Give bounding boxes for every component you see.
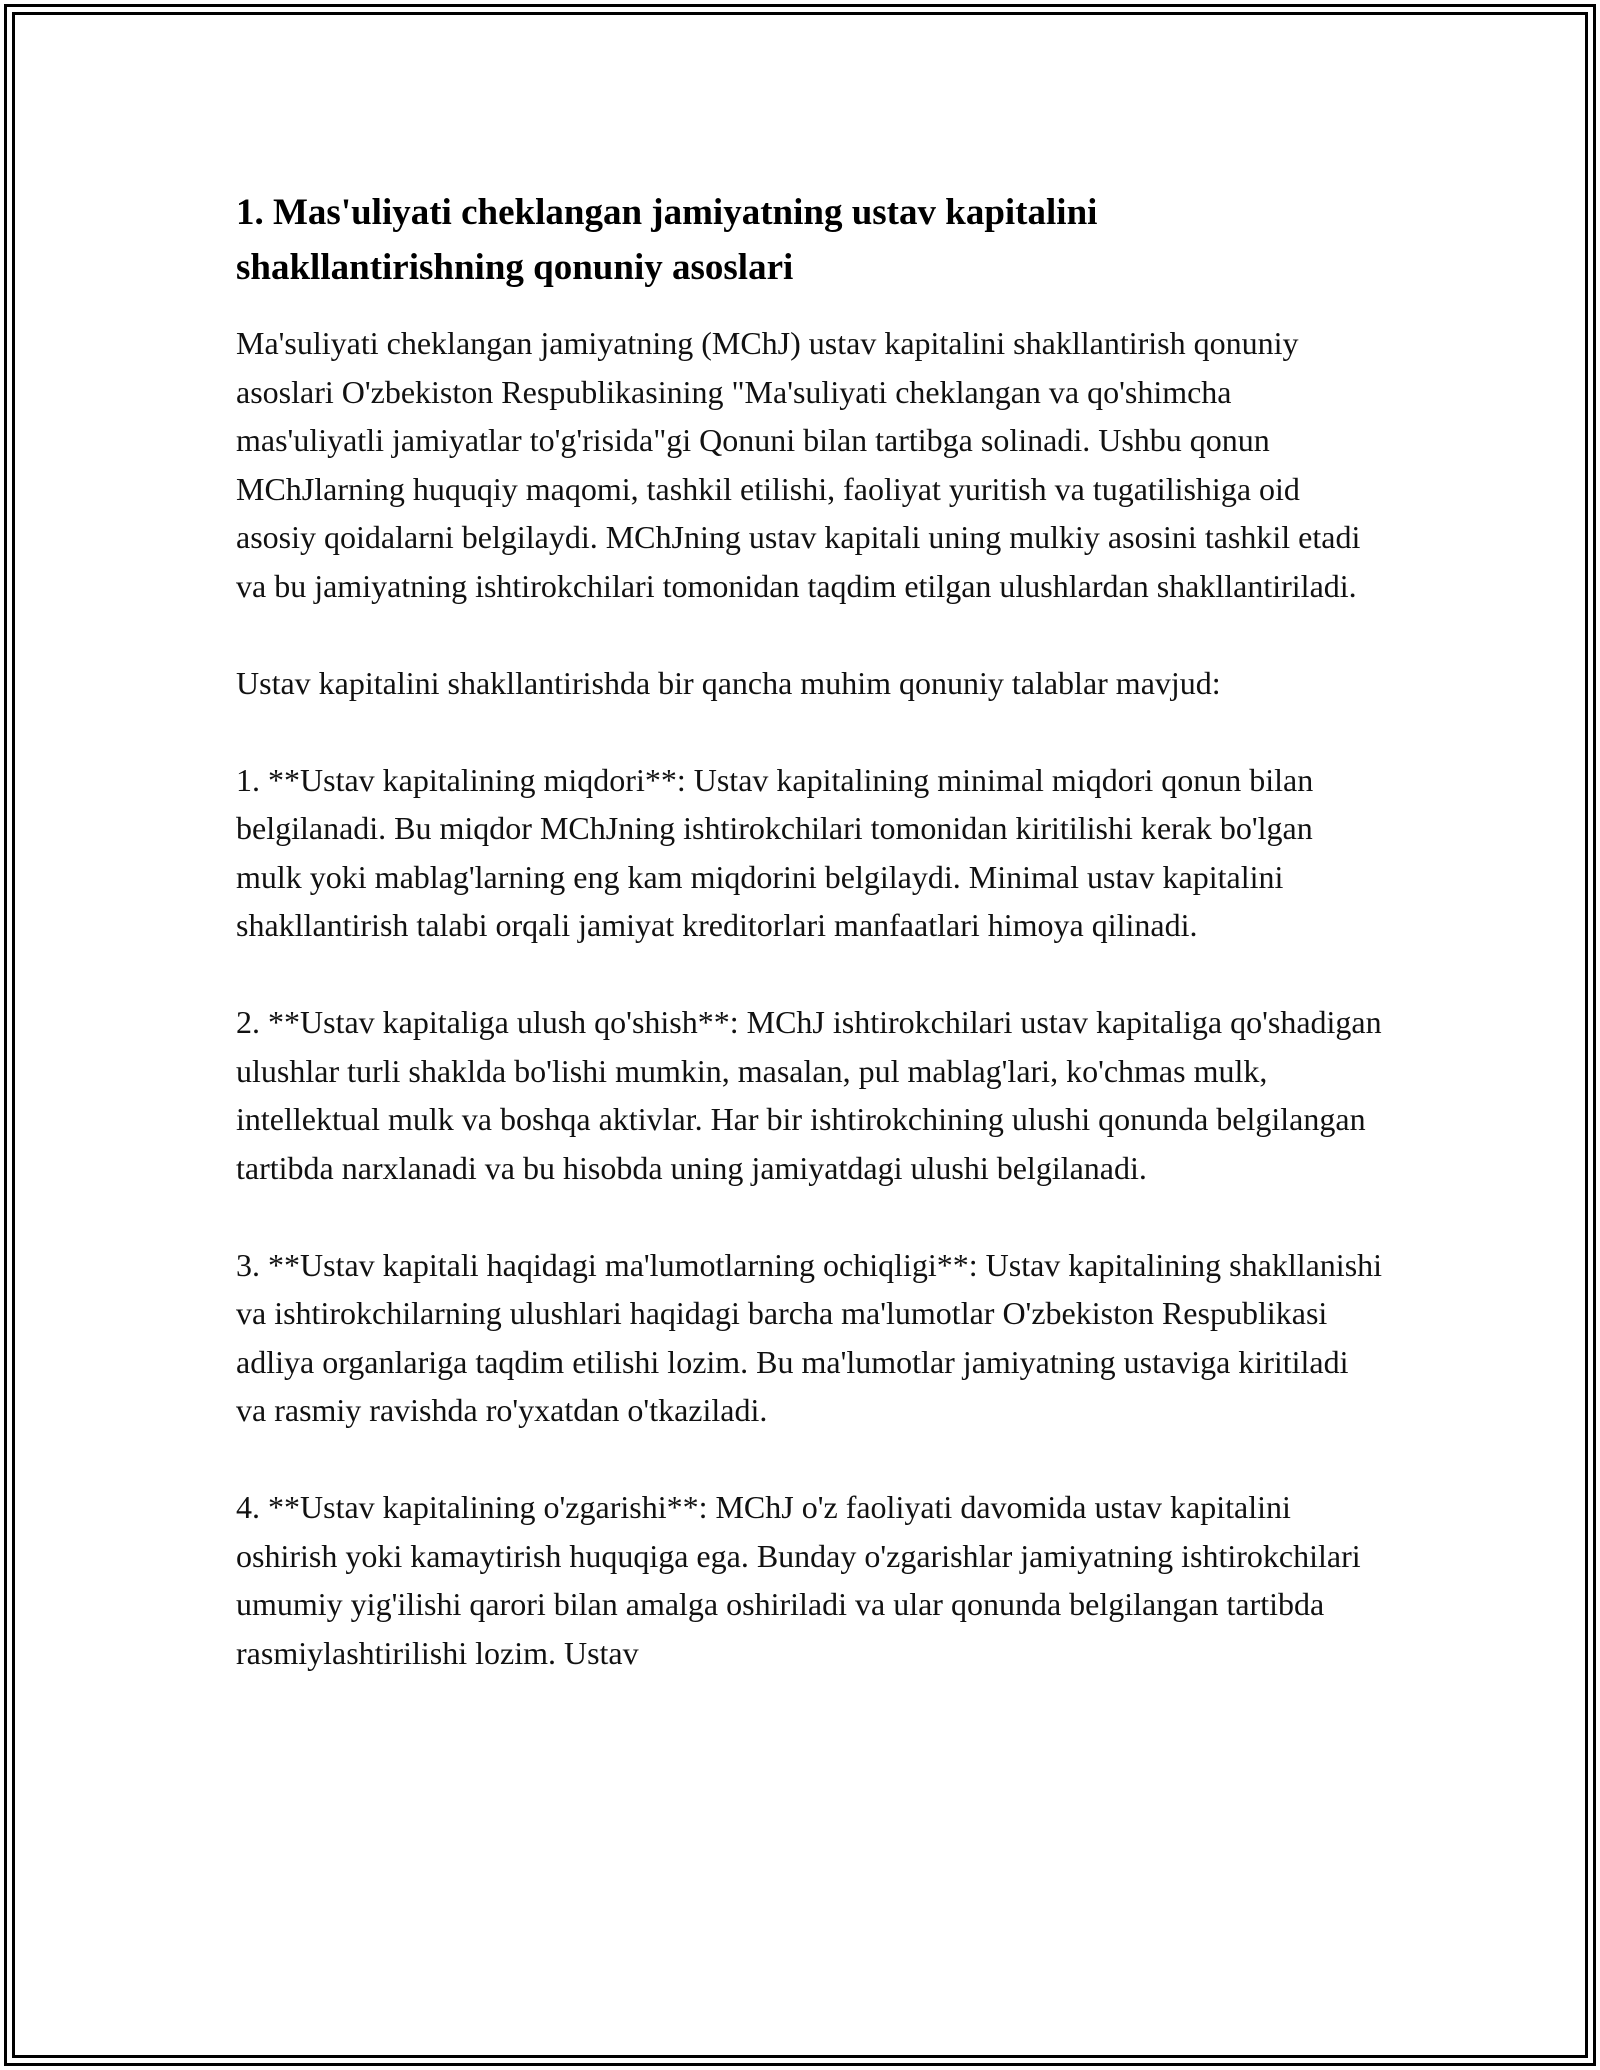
requirements-lead-paragraph: Ustav kapitalini shakllantirishda bir qancha muhim qonuniy talablar mavjud: <box>236 664 1221 701</box>
intro-paragraph: Ma'suliyati cheklangan jamiyatning (MChJ) ustav kapitalini shakllantirish qonuniy asoslari O'zbekiston Respublikasining "Ma'suliyati cheklangan va qo'shimcha mas'uliyatli jamiyatlar to'g'risida"gi Qonuni bilan tartibga solinadi. Ushbu qonun MChJlarning huquqiy maqomi, tashkil etilishi, faoliyat yuritish va tugatilishiga oid asosiy qoidalarni belgilaydi. MChJning ustav kapitali uning mulkiy asosini tashkil etadi va bu jamiyatning ishtirokchilari tomonidan taqdim etilgan ulushlardan shakllantiriladi. <box>236 325 1361 604</box>
section-heading: 1. Mas'uliyati cheklangan jamiyatning ustav kapitalini shakllantirishning qonuniy asoslari <box>236 192 1098 288</box>
list-item-information-openness: 3. **Ustav kapitali haqidagi ma'lumotlarning ochiqligi**: Ustav kapitalining shakllanishi va ishtirokchilarning ulushlari haqidagi barcha ma'lumotlar O'zbekiston Respublikasi adliya organlariga taqdim etilishi lozim. Bu ma'lumotlar jamiyatning ustaviga kiritiladi va rasmiy ravishda ro'yxatdan o'tkaziladi. <box>236 1246 1383 1428</box>
document-body <box>236 185 1386 1677</box>
list-item-capital-amount: 1. **Ustav kapitalining miqdori**: Ustav kapitalining minimal miqdori qonun bilan belgilanadi. Bu miqdor MChJning ishtirokchilari tomonidan kiritilishi kerak bo'lgan mulk yoki mablag'larning eng kam miqdorini belgilaydi. Minimal ustav kapitalini shakllantirish talabi orqali jamiyat kreditorlari manfaatlari himoya qilinadi. <box>236 761 1314 943</box>
list-item-capital-change: 4. **Ustav kapitalining o'zgarishi**: MChJ o'z faoliyati davomida ustav kapitalini oshirish yoki kamaytirish huquqiga ega. Bunday o'zgarishlar jamiyatning ishtirokchilari umumiy yig'ilishi qarori bilan amalga oshiriladi va ular qonunda belgilangan tartibda rasmiylashtirilishi lozim. Ustav <box>236 1489 1361 1671</box>
list-item-share-contribution: 2. **Ustav kapitaliga ulush qo'shish**: MChJ ishtirokchilari ustav kapitaliga qo'shadigan ulushlar turli shaklda bo'lishi mumkin, masalan, pul mablag'lari, ko'chmas mulk, intellektual mulk va boshqa aktivlar. Har bir ishtirokchining ulushi qonunda belgilangan tartibda narxlanadi va bu hisobda uning jamiyatdagi ulushi belgilanadi. <box>236 1004 1382 1186</box>
